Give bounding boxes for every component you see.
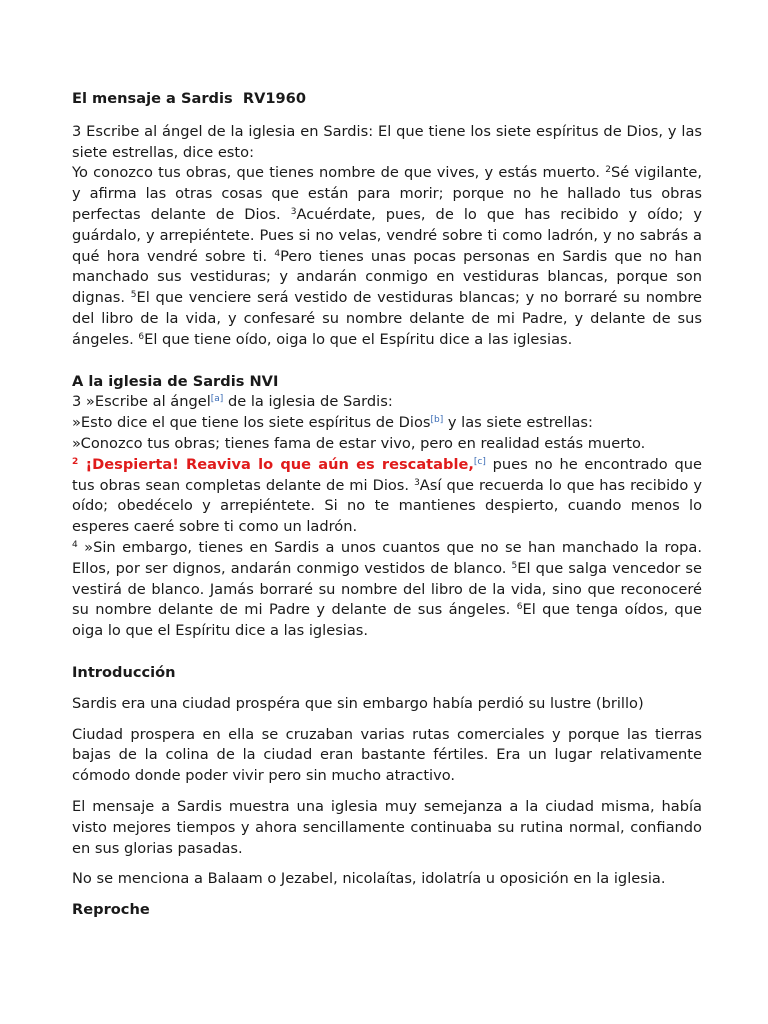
heading-rv1960: El mensaje a Sardis RV1960 [72, 90, 306, 107]
verse-number: 3 [414, 477, 420, 488]
nvi-line-3: »Conozco tus obras; tienes fama de estar vivo, pero en realidad estás muerto. [72, 434, 646, 452]
rv-passage [72, 163, 702, 350]
nvi-text: y las siete estrellas: [443, 414, 593, 432]
intro-paragraph-1: Sardis era una ciudad prospéra que sin embargo había perdió su lustre (brillo) [72, 694, 644, 712]
nvi-line-1 [72, 392, 702, 413]
heading-introduccion: Introducción [72, 663, 176, 681]
nvi-text: 3 »Escribe al ángel [72, 393, 211, 411]
verse-2: Sé vigilante, y afirma las otras cosas que están para morir; porque no he hallado tus obras perfectas delante de Dios. [72, 164, 703, 223]
highlight-phrase: ¡Despierta! Reaviva lo que aún es rescatable, [85, 455, 474, 473]
intro-paragraph-4: No se menciona a Balaam o Jezabel, nicolaítas, idolatría u oposición en la iglesia. [72, 870, 666, 888]
verse-number: 2 [72, 456, 79, 467]
verse-number: 5 [511, 560, 518, 571]
verse-1: Yo conozco tus obras, que tienes nombre de que vives, y estás muerto. [72, 164, 606, 182]
verse-number: 3 [290, 206, 297, 217]
footnote-link-c[interactable]: [c] [473, 456, 486, 467]
footnote-link-b[interactable]: [b] [430, 415, 444, 426]
verse-4: Pero tienes unas pocas personas en Sardis que no han manchado sus vestiduras; y andarán conmigo en vestiduras blancas, porque son dignas. [72, 247, 702, 307]
nvi-passage-2 [72, 455, 702, 538]
nvi-text: Así que recuerda lo que has recibido y oído; obedécelo y arrepiéntete. Si no te mantienes despierto, cuando menos lo esperes caeré sobre ti como un ladrón. [72, 476, 702, 536]
heading-reproche: Reproche [72, 901, 150, 919]
verse-3: Acuérdate, pues, de lo que has recibido y oído; y guárdalo, y arrepiéntete. Pues si no velas, vendré sobre ti como ladrón, y no sabrás a qué hora vendré sobre ti. [72, 205, 702, 265]
nvi-text: »Esto dice el que tiene los siete espíritus de Dios [72, 414, 431, 432]
verse-6: El que tiene oído, oiga lo que el Espíritu dice a las iglesias. [144, 330, 573, 348]
nvi-text: pues no he encontrado que tus obras sean completas delante de mi Dios. [72, 455, 702, 494]
heading-nvi: A la iglesia de Sardis NVI [72, 372, 279, 390]
intro-paragraph-3: El mensaje a Sardis muestra una iglesia muy semejanza a la ciudad misma, había visto mejores tiempos y ahora sencillamente continuaba su rutina normal, confiando en sus glorias pasadas. [72, 797, 702, 857]
footnote-link-a[interactable]: [a] [210, 394, 224, 405]
verse-number: 4 [274, 248, 281, 259]
nvi-text: El que tenga oídos, que oiga lo que el Espíritu dice a las iglesias. [72, 601, 702, 640]
intro-paragraph-2: Ciudad prospera en ella se cruzaban varias rutas comerciales y porque las tierras bajas de la colina de la ciudad eran bastante fértiles. Era un lugar relativamente cómodo donde poder vivir pero sin mucho atractivo. [72, 725, 702, 785]
nvi-text: de la iglesia de Sardis: [223, 393, 393, 411]
nvi-line-2 [72, 413, 702, 434]
nvi-text: »Sin embargo, tienes en Sardis a unos cuantos que no se han manchado la ropa. Ellos, por ser dignos, andarán conmigo vestidos de blanco. [72, 538, 702, 577]
verse-number: 2 [605, 165, 611, 176]
verse-number: 6 [138, 331, 145, 342]
highlight-text [72, 456, 474, 473]
verse-5: El que venciere será vestido de vestiduras blancas; y no borraré su nombre del libro de la vida, y confesaré su nombre delante de mi Padre, y delante de sus ángeles. [72, 289, 703, 348]
rv-intro-line: 3 Escribe al ángel de la iglesia en Sardis: El que tiene los siete espíritus de Dios, y las siete estrellas, dice esto: [72, 122, 702, 161]
nvi-passage-3 [72, 538, 702, 642]
verse-number: 4 [72, 539, 78, 550]
verse-number: 5 [130, 290, 137, 301]
nvi-text: El que salga vencedor se vestirá de blanco. Jamás borraré su nombre del libro de la vida, sino que reconoceré su nombre delante de mi Padre y delante de sus ángeles. [72, 559, 702, 619]
verse-number: 6 [516, 602, 523, 613]
